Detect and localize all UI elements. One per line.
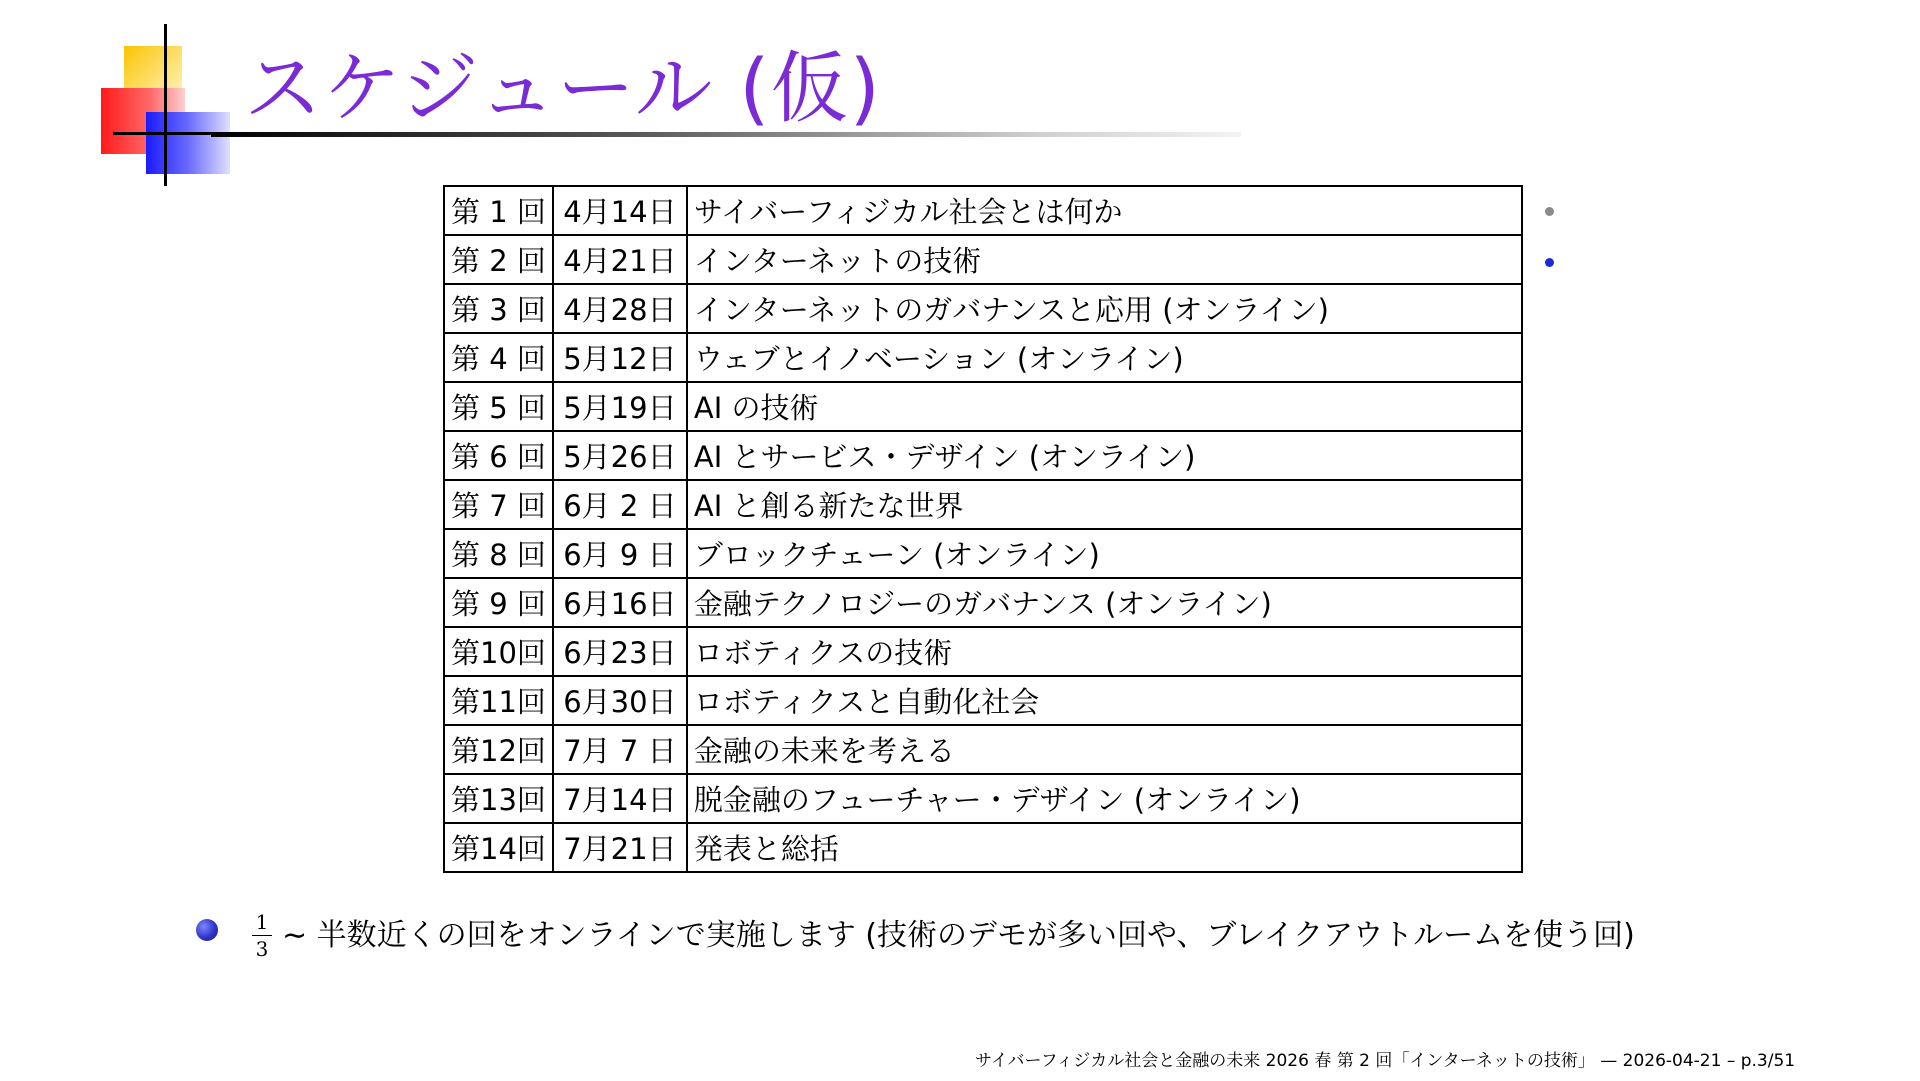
session-title-cell: 金融テクノロジーのガバナンス (オンライン) <box>687 578 1522 627</box>
session-title-cell: サイバーフィジカル社会とは何か <box>687 186 1522 235</box>
logo-vertical-line <box>164 24 167 186</box>
table-row <box>444 431 1522 480</box>
session-number-cell: 第 5 回 <box>444 382 553 431</box>
session-title-cell: AI の技術 <box>687 382 1522 431</box>
session-title-cell: AI と創る新たな世界 <box>687 480 1522 529</box>
session-title-cell: ブロックチェーン (オンライン) <box>687 529 1522 578</box>
table-row <box>444 774 1522 823</box>
session-title-cell: ロボティクスの技術 <box>687 627 1522 676</box>
table-row <box>444 676 1522 725</box>
session-date-cell: 6月 9 日 <box>553 529 687 578</box>
slide-footer: サイバーフィジカル社会と金融の未来 2026 春 第 2 回「インターネットの技術」 — 2026-04-21 – p.3/51 <box>975 1051 1796 1071</box>
session-date-cell: 5月12日 <box>553 333 687 382</box>
fraction-numerator: 1 <box>255 910 269 934</box>
session-title-cell: インターネットの技術 <box>687 235 1522 284</box>
schedule-table <box>443 185 1523 873</box>
fraction <box>252 912 272 959</box>
session-date-cell: 6月30日 <box>553 676 687 725</box>
session-number-cell: 第12回 <box>444 725 553 774</box>
session-number-cell: 第10回 <box>444 627 553 676</box>
slide-title: スケジュール (仮) <box>244 44 881 134</box>
session-number-cell: 第 6 回 <box>444 431 553 480</box>
session-number-cell: 第14回 <box>444 823 553 872</box>
session-number-cell: 第 3 回 <box>444 284 553 333</box>
session-number-cell: 第 2 回 <box>444 235 553 284</box>
session-title-cell: ウェブとイノベーション (オンライン) <box>687 333 1522 382</box>
session-number-cell: 第 8 回 <box>444 529 553 578</box>
session-title-cell: 脱金融のフューチャー・デザイン (オンライン) <box>687 774 1522 823</box>
session-date-cell: 7月 7 日 <box>553 725 687 774</box>
session-title-cell: AI とサービス・デザイン (オンライン) <box>687 431 1522 480</box>
session-number-cell: 第 9 回 <box>444 578 553 627</box>
session-date-cell: 7月21日 <box>553 823 687 872</box>
session-date-cell: 5月19日 <box>553 382 687 431</box>
nav-dot-icon[interactable] <box>1545 207 1554 216</box>
session-title-cell: 発表と総括 <box>687 823 1522 872</box>
table-row <box>444 333 1522 382</box>
session-title-cell: インターネットのガバナンスと応用 (オンライン) <box>687 284 1522 333</box>
bullet-ball-icon <box>196 919 218 941</box>
table-row <box>444 382 1522 431</box>
note-text: ∼ 半数近くの回をオンラインで実施します (技術のデモが多い回や、ブレイクアウトルームを使う回) <box>282 918 1635 953</box>
session-date-cell: 4月28日 <box>553 284 687 333</box>
session-title-cell: ロボティクスと自動化社会 <box>687 676 1522 725</box>
table-row <box>444 725 1522 774</box>
session-number-cell: 第 4 回 <box>444 333 553 382</box>
logo-blue-square <box>146 112 230 174</box>
table-row <box>444 480 1522 529</box>
session-number-cell: 第 1 回 <box>444 186 553 235</box>
table-row <box>444 627 1522 676</box>
table-row <box>444 529 1522 578</box>
table-row <box>444 186 1522 235</box>
session-date-cell: 4月14日 <box>553 186 687 235</box>
session-date-cell: 4月21日 <box>553 235 687 284</box>
table-row <box>444 235 1522 284</box>
session-number-cell: 第13回 <box>444 774 553 823</box>
session-title-cell: 金融の未来を考える <box>687 725 1522 774</box>
session-date-cell: 6月23日 <box>553 627 687 676</box>
fraction-denominator: 3 <box>255 937 269 961</box>
session-date-cell: 5月26日 <box>553 431 687 480</box>
session-date-cell: 7月14日 <box>553 774 687 823</box>
session-date-cell: 6月16日 <box>553 578 687 627</box>
table-row <box>444 284 1522 333</box>
fraction-bar <box>252 935 272 936</box>
session-number-cell: 第 7 回 <box>444 480 553 529</box>
nav-dot-active-icon[interactable] <box>1545 258 1554 267</box>
table-row <box>444 578 1522 627</box>
session-number-cell: 第11回 <box>444 676 553 725</box>
table-row <box>444 823 1522 872</box>
session-date-cell: 6月 2 日 <box>553 480 687 529</box>
